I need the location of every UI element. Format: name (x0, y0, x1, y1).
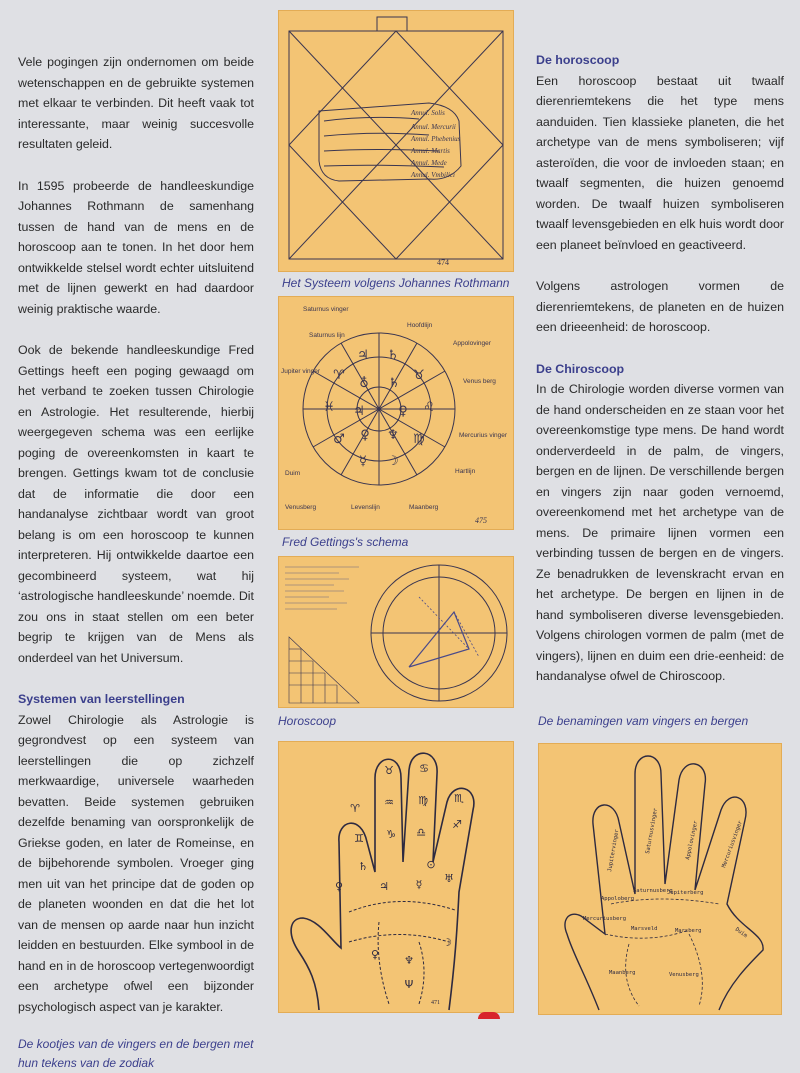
svg-text:♅: ♅ (444, 872, 454, 885)
fig4-number: 471 (431, 1000, 440, 1006)
svg-text:♉: ♉ (384, 764, 394, 777)
caption-kootjes: De kootjes van de vingers en de bergen met hun tekens van de zodiak (18, 1037, 254, 1070)
right-column (536, 0, 784, 978)
fig1-number: 474 (437, 258, 449, 267)
heading-chiroscoop: De Chiroscoop (536, 361, 625, 376)
fig2-label-mercurius-vinger: Mercurius vinger (459, 432, 508, 439)
fig2-label-hoofdlijn: Hoofdlijn (407, 322, 433, 329)
heading-horoscoop: De horoscoop (536, 53, 620, 67)
fig1-hand-text-6: Annul. Vmbilici (411, 171, 455, 179)
fig1-hand-text-5: Annul. Mede (411, 159, 447, 167)
fig2-label-appolovinger: Appolovinger (453, 340, 491, 347)
caption-horoscoop: Horoscoop (278, 714, 337, 728)
svg-text:♀: ♀ (360, 428, 370, 443)
svg-text:♒: ♒ (384, 796, 394, 809)
svg-text:♃: ♃ (357, 348, 369, 363)
gettings-wheel (279, 297, 515, 531)
paragraph-systemen: Zowel Chirologie als Astrologie is gegrondvest op een systeem van leerstellingen die op zichzelf merkwaardige, universele waarheden bevatten. Beide systemen gebruiken dezelfde benaming van oorspronkelijk de Griekse goden, en later de Romeinse, en de bijbehorende symbolen. Vroeger ging men uit van het principe dat de goden op de planeten woonden en dat die het lot van de mensen op aarde naar hun inzicht leidden en bestuurden. Elke symbool in de hand en in de horoscoop vertegenwoordigt een archetype ofwel een bijzonder psychologisch aspect van je karakter. (18, 712, 254, 1014)
caption-gettings: Fred Gettings's schema (282, 535, 409, 549)
fig5-label-mercuriusberg: Mercuriusberg (583, 916, 627, 922)
fig5-label-duim: Duim (733, 926, 749, 940)
heading-systemen: Systemen van leerstellingen (18, 692, 185, 706)
paragraph-intro: Vele pogingen zijn ondernomen om beide wetenschappen en de gebruikte systemen met elkaar te verbinden. Dit heeft vaak tot interessante, maar weinig succesvolle resultaten geleid. (18, 55, 254, 151)
fig5-label-jupiterberg: Jupiterberg (667, 890, 704, 896)
svg-text:♀: ♀ (398, 404, 408, 419)
figure-hand-names (538, 743, 782, 1015)
svg-text:☽: ☽ (387, 454, 399, 469)
fig2-label-venusberg: Venusberg (285, 504, 317, 511)
fig5-label-marsberg: Marsberg (675, 928, 702, 934)
svg-text:♎: ♎ (416, 826, 426, 839)
fig5-label-maanberg: Maanberg (609, 970, 636, 976)
fig2-label-maanberg: Maanberg (409, 504, 439, 511)
hand-names-drawing (539, 744, 783, 1016)
svg-text:♐: ♐ (452, 818, 462, 831)
svg-text:♏: ♏ (454, 792, 464, 805)
hand-zodiac-drawing (279, 742, 515, 1014)
svg-text:♃: ♃ (379, 880, 389, 893)
svg-text:♂: ♂ (333, 432, 345, 447)
svg-text:♓: ♓ (323, 400, 335, 415)
paragraph-rothmann: In 1595 probeerde de handleeskundige Johannes Rothmann de samenhang tussen de hand van de mens en de horoscoop aan te tonen. In het door hem ontwikkelde stelsel wordt echter uitsluitend met de lijnen gewerkt en had daardoor weinig praktische waarde. (18, 178, 254, 316)
svg-text:♄: ♄ (358, 860, 368, 873)
svg-text:♍: ♍ (418, 794, 428, 807)
figure-horoscoop (278, 556, 514, 708)
paragraph-horoscoop: Een horoscoop bestaat uit twaalf dierenriemtekens die het type mens aanduiden. Tien klassieke planeten, die het archetype van de mens symboliseren; vijf asteroïden, die voor de invloeden staan; en twaalf segmenten, die huizen genoemd worden. De twaalf huizen symboliseren twaalf levensgebieden en elk huis wordt door een planeet beïnvloed en geactiveerd. (536, 73, 784, 252)
figure-hand-zodiac (278, 741, 514, 1013)
svg-text:♌: ♌ (423, 400, 435, 415)
figure-gettings (278, 296, 514, 530)
caption-rothmann: Het Systeem volgens Johannes Rothmann (282, 276, 510, 290)
rothmann-diagram (279, 11, 515, 273)
fig2-label-duim: Duim (285, 470, 301, 477)
svg-text:☽: ☽ (442, 936, 452, 949)
svg-text:☿: ☿ (415, 878, 423, 891)
svg-text:♉: ♉ (413, 368, 425, 383)
svg-text:♀: ♀ (334, 880, 344, 893)
left-column (18, 0, 254, 1073)
fig2-label-saturnus-vinger: Saturnus vinger (303, 306, 349, 313)
svg-text:♈: ♈ (333, 368, 345, 383)
svg-text:♄: ♄ (387, 348, 399, 363)
paragraph-drie-eenheid: Volgens astrologen vormen de dierenriemtekens, de planeten en de huizen een drieeenheid: de horoscoop. (536, 279, 784, 334)
fig2-label-hartlijn: Hartlijn (455, 468, 476, 475)
fig1-hand-text-3: Annul. Phebenius (411, 135, 461, 143)
horoscoop-chart (279, 557, 515, 709)
caption-benamingen: De benamingen vam vingers en bergen (538, 714, 749, 728)
svg-text:Ψ: Ψ (404, 978, 414, 991)
svg-text:♀: ♀ (370, 948, 380, 961)
fig1-hand-text-2: Annul. Mercurii (411, 123, 456, 131)
fig1-hand-text-1: Annul. Solis (411, 109, 445, 117)
fig2-number: 475 (475, 516, 487, 525)
fig2-label-jupiter-vinger: Jupiter vinger (281, 368, 321, 375)
svg-text:☿: ☿ (359, 454, 367, 469)
svg-text:♑: ♑ (386, 828, 396, 841)
svg-text:♋: ♋ (419, 762, 429, 775)
svg-text:♄: ♄ (388, 376, 400, 391)
svg-text:♁: ♁ (359, 376, 369, 391)
svg-text:♆: ♆ (404, 954, 414, 967)
page-marker (478, 1012, 500, 1019)
svg-text:♍: ♍ (413, 432, 425, 447)
svg-text:♆: ♆ (387, 428, 399, 443)
figure-rothmann (278, 10, 514, 272)
fig5-label-mercuriusvinger: Mercuriusvinger (721, 819, 744, 869)
fig5-label-saturnusberg: Saturnusberg (633, 888, 673, 894)
svg-text:♊: ♊ (354, 832, 364, 845)
fig2-label-saturnus-lijn: Saturnus lijn (309, 332, 345, 339)
paragraph-chiroscoop: In de Chirologie worden diverse vormen van de hand onderscheiden en ze staan voor het overeenkomstige type mens. De hand wordt onderverdeeld in de palm, de vingers, bergen en de lijnen. De verschillende bergen en vingers zijn naar goden vernoemd, overeenkomend met het archetype van de mens. De primaire lijnen vormen een verbinding tussen de bergen en de vingers. Ze benadrukken de levenskracht ervan en het archetype. De bergen en lijnen in de hand symboliseren diverse levensgebieden. Volgens chirologen vormen de palm (met de vingers), lijnen en duim een drie-eenheid: de handanalyse ofwel de Chiroscoop. (536, 382, 784, 683)
fig5-label-marsveld: Marsveld (631, 926, 658, 932)
fig5-label-appoloberg: Appoloberg (601, 896, 635, 902)
fig5-label-saturnusvinger: Saturnusvinger (645, 807, 660, 855)
fig1-hand-text-4: Annul. Martis (411, 147, 450, 155)
fig2-label-levenslijn: Levenslijn (351, 504, 380, 511)
fig5-label-jupitervinger: Jupitervinger (607, 828, 621, 873)
svg-text:⊙: ⊙ (426, 858, 436, 871)
svg-text:♃: ♃ (353, 404, 365, 419)
fig2-label-venus-berg: Venus berg (463, 378, 496, 385)
fig5-label-appolovinger: Appolovinger (685, 820, 700, 861)
svg-text:♈: ♈ (350, 802, 360, 815)
paragraph-gettings: Ook de bekende handleeskundige Fred Gettings heeft een poging gewaagd om het verband te zoeken tussen Chirologie en Astrologie. Het resulterende, hierbij weergegeven schema was een eerlijke poging de overeenkomsten in kaart te brengen. Gettings kwam tot de conclusie dat de informatie die door een handanalyse zichtbaar wordt van groot belang is om een horoscoop te kunnen interpreteren. Hij ontwikkelde daartoe een gecombineerd systeem, wat hij ‘astrologische handleeskunde’ noemde. Dit zou ons in staat stellen om een beter begrip te krijgen van de Mens als onderdeel van het Universum. (18, 343, 254, 665)
fig5-label-venusberg: Venusberg (669, 972, 699, 978)
